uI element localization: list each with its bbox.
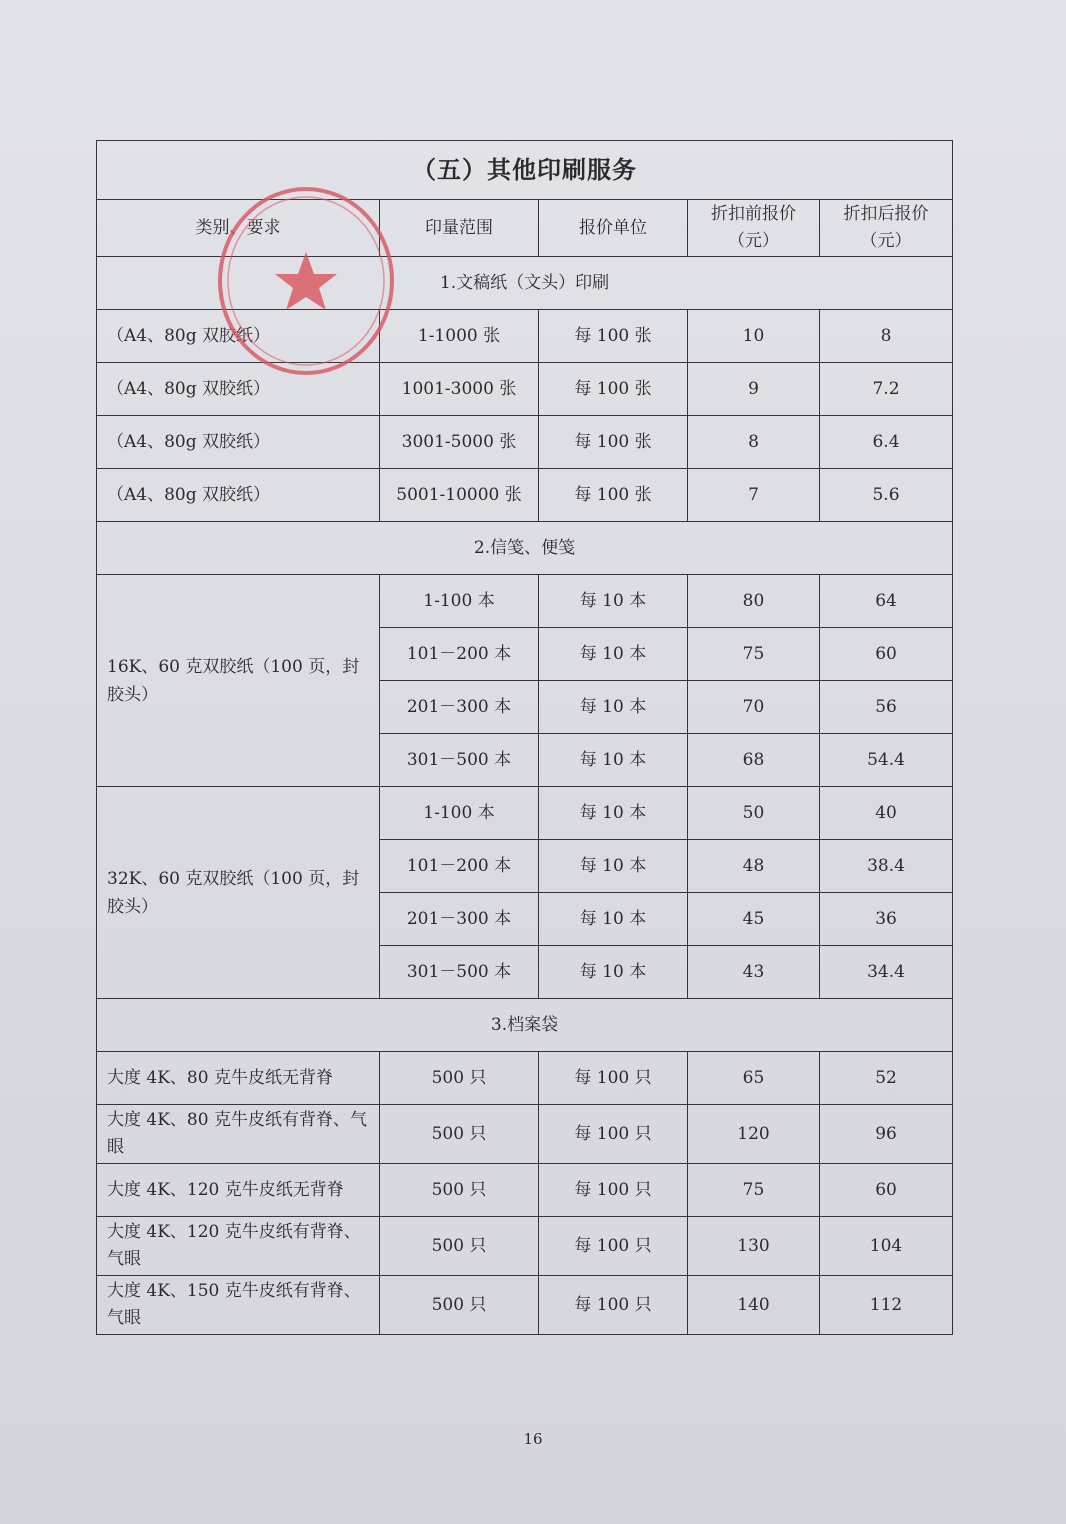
range-cell: 1-100 本 <box>380 575 539 628</box>
pre-price-cell: 45 <box>688 893 820 946</box>
table-row <box>97 1164 953 1217</box>
header-category: 类别、要求 <box>97 200 380 257</box>
unit-cell: 每 100 只 <box>539 1276 688 1335</box>
category-cell: 大度 4K、80 克牛皮纸有背脊、气眼 <box>97 1105 380 1164</box>
table-row <box>97 1052 953 1105</box>
pre-price-cell: 43 <box>688 946 820 999</box>
range-cell: 500 只 <box>380 1105 539 1164</box>
range-cell: 301－500 本 <box>380 734 539 787</box>
category-cell: （A4、80g 双胶纸） <box>97 363 380 416</box>
range-cell: 500 只 <box>380 1276 539 1335</box>
unit-cell: 每 100 张 <box>539 416 688 469</box>
pre-price-cell: 7 <box>688 469 820 522</box>
price-table-container <box>96 140 952 1335</box>
range-cell: 500 只 <box>380 1217 539 1276</box>
post-price-cell: 8 <box>820 310 953 363</box>
unit-cell: 每 10 本 <box>539 628 688 681</box>
header-row <box>97 200 953 257</box>
post-price-cell: 52 <box>820 1052 953 1105</box>
pre-price-cell: 48 <box>688 840 820 893</box>
pre-price-cell: 65 <box>688 1052 820 1105</box>
header-post-price <box>820 200 953 257</box>
unit-cell: 每 10 本 <box>539 681 688 734</box>
range-cell: 301－500 本 <box>380 946 539 999</box>
range-cell: 5001-10000 张 <box>380 469 539 522</box>
range-cell: 101－200 本 <box>380 840 539 893</box>
range-cell: 1-1000 张 <box>380 310 539 363</box>
header-pre-price <box>688 200 820 257</box>
header-pre-price-line1: 折扣前报价 <box>711 204 796 224</box>
category-cell: （A4、80g 双胶纸） <box>97 310 380 363</box>
pre-price-cell: 8 <box>688 416 820 469</box>
section-row <box>97 999 953 1052</box>
category-cell-group: 32K、60 克双胶纸（100 页，封胶头） <box>97 787 380 999</box>
pre-price-cell: 140 <box>688 1276 820 1335</box>
post-price-cell: 36 <box>820 893 953 946</box>
pre-price-cell: 50 <box>688 787 820 840</box>
pre-price-cell: 120 <box>688 1105 820 1164</box>
pre-price-cell: 75 <box>688 1164 820 1217</box>
category-cell: 大度 4K、120 克牛皮纸无背脊 <box>97 1164 380 1217</box>
table-row <box>97 363 953 416</box>
header-post-price-line1: 折扣后报价 <box>843 204 929 224</box>
post-price-cell: 5.6 <box>820 469 953 522</box>
unit-cell: 每 100 只 <box>539 1164 688 1217</box>
pre-price-cell: 75 <box>688 628 820 681</box>
range-cell: 500 只 <box>380 1052 539 1105</box>
header-post-price-line2: （元） <box>860 231 912 251</box>
category-cell: 大度 4K、80 克牛皮纸无背脊 <box>97 1052 380 1105</box>
unit-cell: 每 100 张 <box>539 469 688 522</box>
category-cell: 大度 4K、120 克牛皮纸有背脊、气眼 <box>97 1217 380 1276</box>
unit-cell: 每 100 张 <box>539 310 688 363</box>
unit-cell: 每 10 本 <box>539 893 688 946</box>
table-row <box>97 1276 953 1335</box>
post-price-cell: 64 <box>820 575 953 628</box>
section-heading-3: 3.档案袋 <box>97 999 953 1052</box>
price-table <box>96 140 953 1335</box>
post-price-cell: 60 <box>820 628 953 681</box>
section-heading-1: 1.文稿纸（文头）印刷 <box>97 257 953 310</box>
post-price-cell: 60 <box>820 1164 953 1217</box>
header-pre-price-line2: （元） <box>728 231 779 251</box>
unit-cell: 每 100 只 <box>539 1052 688 1105</box>
category-cell: （A4、80g 双胶纸） <box>97 469 380 522</box>
category-cell: （A4、80g 双胶纸） <box>97 416 380 469</box>
pre-price-cell: 9 <box>688 363 820 416</box>
title-row <box>97 141 953 200</box>
unit-cell: 每 10 本 <box>539 734 688 787</box>
unit-cell: 每 100 只 <box>539 1105 688 1164</box>
header-range: 印量范围 <box>380 200 539 257</box>
range-cell: 500 只 <box>380 1164 539 1217</box>
table-row <box>97 787 953 840</box>
post-price-cell: 56 <box>820 681 953 734</box>
unit-cell: 每 10 本 <box>539 575 688 628</box>
range-cell: 1-100 本 <box>380 787 539 840</box>
table-row <box>97 469 953 522</box>
unit-cell: 每 10 本 <box>539 787 688 840</box>
post-price-cell: 96 <box>820 1105 953 1164</box>
category-cell: 大度 4K、150 克牛皮纸有背脊、气眼 <box>97 1276 380 1335</box>
post-price-cell: 40 <box>820 787 953 840</box>
range-cell: 201－300 本 <box>380 893 539 946</box>
pre-price-cell: 68 <box>688 734 820 787</box>
page-number: 16 <box>523 1430 543 1448</box>
table-row <box>97 1217 953 1276</box>
table-row <box>97 310 953 363</box>
pre-price-cell: 70 <box>688 681 820 734</box>
post-price-cell: 112 <box>820 1276 953 1335</box>
unit-cell: 每 10 本 <box>539 840 688 893</box>
section-row <box>97 522 953 575</box>
unit-cell: 每 100 只 <box>539 1217 688 1276</box>
range-cell: 1001-3000 张 <box>380 363 539 416</box>
range-cell: 201－300 本 <box>380 681 539 734</box>
range-cell: 101－200 本 <box>380 628 539 681</box>
post-price-cell: 38.4 <box>820 840 953 893</box>
table-row <box>97 575 953 628</box>
category-cell-group: 16K、60 克双胶纸（100 页，封胶头） <box>97 575 380 787</box>
header-unit: 报价单位 <box>539 200 688 257</box>
post-price-cell: 7.2 <box>820 363 953 416</box>
post-price-cell: 34.4 <box>820 946 953 999</box>
table-row <box>97 416 953 469</box>
pre-price-cell: 130 <box>688 1217 820 1276</box>
unit-cell: 每 100 张 <box>539 363 688 416</box>
post-price-cell: 6.4 <box>820 416 953 469</box>
post-price-cell: 54.4 <box>820 734 953 787</box>
unit-cell: 每 10 本 <box>539 946 688 999</box>
post-price-cell: 104 <box>820 1217 953 1276</box>
section-heading-2: 2.信笺、便笺 <box>97 522 953 575</box>
section-row <box>97 257 953 310</box>
pre-price-cell: 80 <box>688 575 820 628</box>
table-row <box>97 1105 953 1164</box>
pre-price-cell: 10 <box>688 310 820 363</box>
range-cell: 3001-5000 张 <box>380 416 539 469</box>
table-title: （五）其他印刷服务 <box>97 141 953 200</box>
